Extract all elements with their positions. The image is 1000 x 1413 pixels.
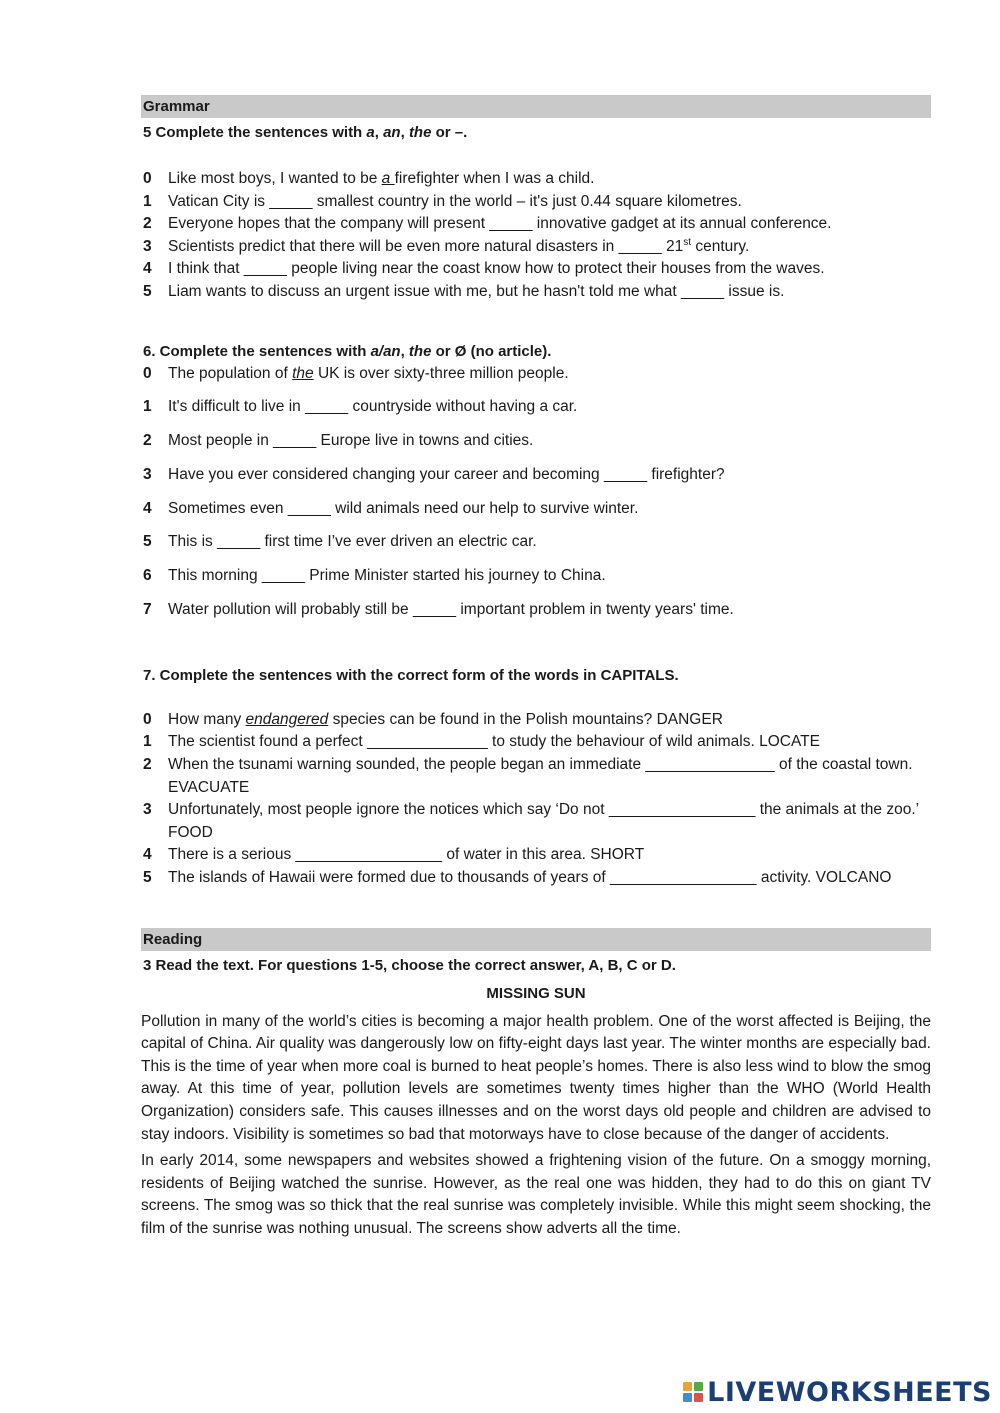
exercise-7-list bbox=[141, 709, 931, 890]
exercise-5-instruction: 5 Complete the sentences with a, an, the or –. bbox=[143, 124, 468, 141]
exercise-7-item[interactable]: 2 When the tsunami warning sounded, the people began an immediate _______________ of the coastal town. EVACUATE bbox=[143, 756, 913, 796]
reading-title: MISSING SUN bbox=[486, 984, 586, 1002]
logo-text: LIVEWORKSHEETS bbox=[707, 1376, 992, 1408]
example-answer: endangered bbox=[245, 710, 329, 728]
exercise-6-item[interactable]: 2 Most people in _____ Europe live in towns and cities. bbox=[143, 432, 534, 450]
exercise-7-instruction: 7. Complete the sentences with the correct form of the words in CAPITALS. bbox=[143, 666, 679, 684]
logo-square bbox=[683, 1393, 692, 1402]
logo-square bbox=[683, 1382, 692, 1391]
reading-instruction: 3 Read the text. For questions 1-5, choose the correct answer, A, B, C or D. bbox=[143, 956, 676, 974]
exercise-6-item[interactable]: 6 This morning _____ Prime Minister started his journey to China. bbox=[143, 567, 606, 585]
example-answer: the bbox=[292, 364, 314, 382]
exercise-5-list bbox=[141, 168, 931, 304]
exercise-6-item: 0 The population of the UK is over sixty-three million people. bbox=[143, 364, 569, 382]
exercise-7-item[interactable]: 5 The islands of Hawaii were formed due to thousands of years of _________________ activity. VOLCANO bbox=[143, 868, 892, 886]
reading-paragraph: Pollution in many of the world’s cities is becoming a major health problem. One of the worst affected is Beijing, the capital of China. Air quality was dangerously low on fifty-eight days last year. The winter months are especially bad. This is the time of year when more coal is burned to heat people’s homes. There is also less wind to blow the smog away. At this time of year, pollution levels are sometimes twenty times higher than the WHO (World Health Organization) considers safe. This causes illnesses and on the worst days old people and children are advised to stay indoors. Visibility is sometimes so bad that motorways have to close because of the danger of accidents. bbox=[141, 1012, 931, 1143]
exercise-5-item[interactable]: 1 Vatican City is _____ smallest country in the world – it's just 0.44 square kilometres. bbox=[143, 192, 742, 210]
exercise-7-item[interactable]: 4 There is a serious _________________ of water in this area. SHORT bbox=[143, 846, 645, 864]
exercise-5-item[interactable]: 2 Everyone hopes that the company will present _____ innovative gadget at its annual conference. bbox=[143, 215, 832, 233]
exercise-6-list bbox=[141, 363, 931, 622]
exercise-7-item[interactable]: 1 The scientist found a perfect ______________ to study the behaviour of wild animals. LOCATE bbox=[143, 733, 820, 751]
example-answer: a bbox=[381, 170, 395, 187]
exercise-5-item[interactable]: 3 Scientists predict that there will be even more natural disasters in _____ 21st century. bbox=[143, 236, 750, 255]
grammar-section-header: Grammar bbox=[141, 95, 931, 118]
exercise-5-item[interactable]: 5 Liam wants to discuss an urgent issue with me, but he hasn't told me what _____ issue is. bbox=[143, 282, 785, 300]
exercise-6-item[interactable]: 7 Water pollution will probably still be _____ important problem in twenty years' time. bbox=[143, 601, 734, 619]
exercise-6-item[interactable]: 5 This is _____ first time I’ve ever driven an electric car. bbox=[143, 533, 537, 551]
logo-mark-icon bbox=[683, 1382, 703, 1402]
logo-square bbox=[694, 1393, 703, 1402]
worksheet-page bbox=[141, 95, 931, 1245]
exercise-6-item[interactable]: 1 It's difficult to live in _____ countryside without having a car. bbox=[143, 398, 578, 416]
logo-square bbox=[694, 1382, 703, 1391]
exercise-5-item: 0 Like most boys, I wanted to be a firefighter when I was a child. bbox=[143, 170, 595, 187]
exercise-5-item[interactable]: 4 I think that _____ people living near the coast know how to protect their houses from the waves. bbox=[143, 260, 825, 278]
reading-section-header: Reading bbox=[141, 928, 931, 951]
exercise-6-item[interactable]: 4 Sometimes even _____ wild animals need our help to survive winter. bbox=[143, 499, 639, 517]
reading-paragraph: In early 2014, some newspapers and websites showed a frightening vision of the future. On a smoggy morning, residents of Beijing watched the sunrise. However, as the real one was hidden, they had to do this on giant TV screens. The smog was so thick that the real sunrise was completely invisible. While this might seem shocking, the film of the sunrise was nothing unusual. The screens show adverts all the time. bbox=[141, 1152, 931, 1237]
liveworksheets-logo bbox=[683, 1377, 992, 1407]
exercise-7-item: 0 How many endangered species can be found in the Polish mountains? DANGER bbox=[143, 710, 723, 728]
exercise-6-instruction: 6. Complete the sentences with a/an, the or Ø (no article). bbox=[143, 342, 552, 360]
exercise-6-item[interactable]: 3 Have you ever considered changing your career and becoming _____ firefighter? bbox=[143, 465, 725, 483]
exercise-7-item[interactable]: 3 Unfortunately, most people ignore the notices which say ‘Do not _________________ the animals at the zoo.’ FOOD bbox=[143, 801, 919, 841]
